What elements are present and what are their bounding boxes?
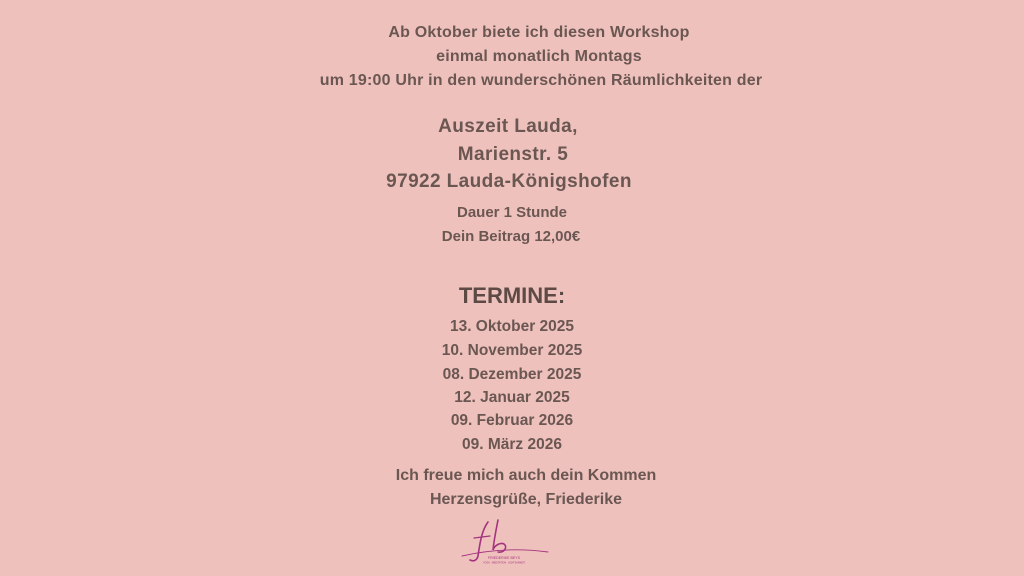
- venue-name: Auszeit Lauda,: [438, 116, 578, 137]
- date-item: 09. März 2026: [462, 436, 562, 453]
- closing-line-1: Ich freue mich auch dein Kommen: [395, 467, 657, 484]
- date-item: 08. Dezember 2025: [442, 366, 582, 383]
- intro-line-1: Ab Oktober biete ich diesen Workshop: [388, 24, 690, 41]
- fee-text: Dein Beitrag 12,00€: [441, 228, 581, 245]
- logo-f-stroke: [470, 522, 488, 561]
- signature-logo: [458, 516, 554, 566]
- intro-line-3: um 19:00 Uhr in den wunderschönen Räumlichkeiten der: [319, 72, 763, 89]
- intro-line-2: einmal monatlich Montags: [436, 48, 642, 65]
- date-item: 09. Februar 2026: [450, 412, 574, 429]
- venue-street: Marienstr. 5: [457, 144, 569, 165]
- date-item: 13. Oktober 2025: [449, 318, 575, 335]
- date-item: 12. Januar 2025: [454, 389, 570, 406]
- date-item: 10. November 2025: [441, 342, 583, 359]
- venue-city: 97922 Lauda-Königshofen: [386, 171, 632, 192]
- logo-tagline-text: YOGA · MEDITATION · ACHTSAMKEIT: [482, 561, 526, 565]
- logo-name-text: FRIEDERIKE BEYS: [487, 556, 521, 560]
- termine-heading: TERMINE:: [458, 283, 566, 308]
- logo-b-stroke: [493, 520, 506, 552]
- duration-text: Dauer 1 Stunde: [456, 204, 568, 221]
- closing-signature: Herzensgrüße, Friederike: [429, 491, 623, 508]
